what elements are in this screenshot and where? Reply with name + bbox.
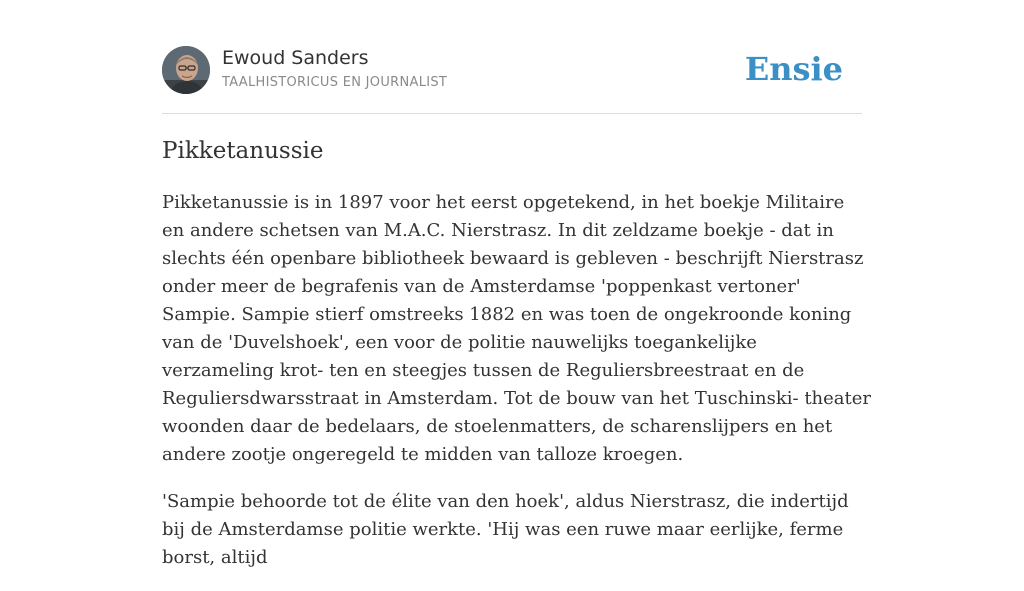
article-body [162, 189, 872, 591]
author-header [162, 0, 862, 114]
author-name[interactable]: Ewoud Sanders [222, 47, 369, 69]
article-paragraph: Pikketanussie is in 1897 voor het eerst opgetekend, in het boekje Militaire en andere schetsen van M.A.C. Nierstrasz. In dit zeldzame boekje - dat in slechts één openbare bibliotheek bewaard is gebleven - beschrijft Nierstrasz onder meer de begrafenis van de Amsterdamse 'poppenkast vertoner' Sampie. Sampie stierf omstreeks 1882 en was toen de ongekroonde koning van de 'Duvelshoek', een voor de politie nauwelijks toegankelijke verzameling krot- ten en steegjes tussen de Reguliersbreestraat en de Reguliersdwarsstraat in Amsterdam. Tot de bouw van het Tuschinski- theater woonden daar de bedelaars, de stoelenmatters, de scharenslijpers en het andere zootje ongeregeld te midden van talloze kroegen. [162, 192, 872, 465]
author-avatar[interactable] [162, 46, 210, 94]
article-paragraph: 'Sampie behoorde tot de élite van den hoek', aldus Nierstrasz, die indertijd bij de Amsterdamse politie werkte. 'Hij was een ruwe maar eerlijke, ferme borst, altijd [162, 491, 849, 568]
ensie-logo-link[interactable]: Ensie [744, 50, 843, 88]
article-title: Pikketanussie [162, 138, 324, 164]
person-portrait-icon [162, 46, 210, 94]
author-role: TAALHISTORICUS EN JOURNALIST [222, 75, 448, 90]
article-card [162, 0, 872, 568]
